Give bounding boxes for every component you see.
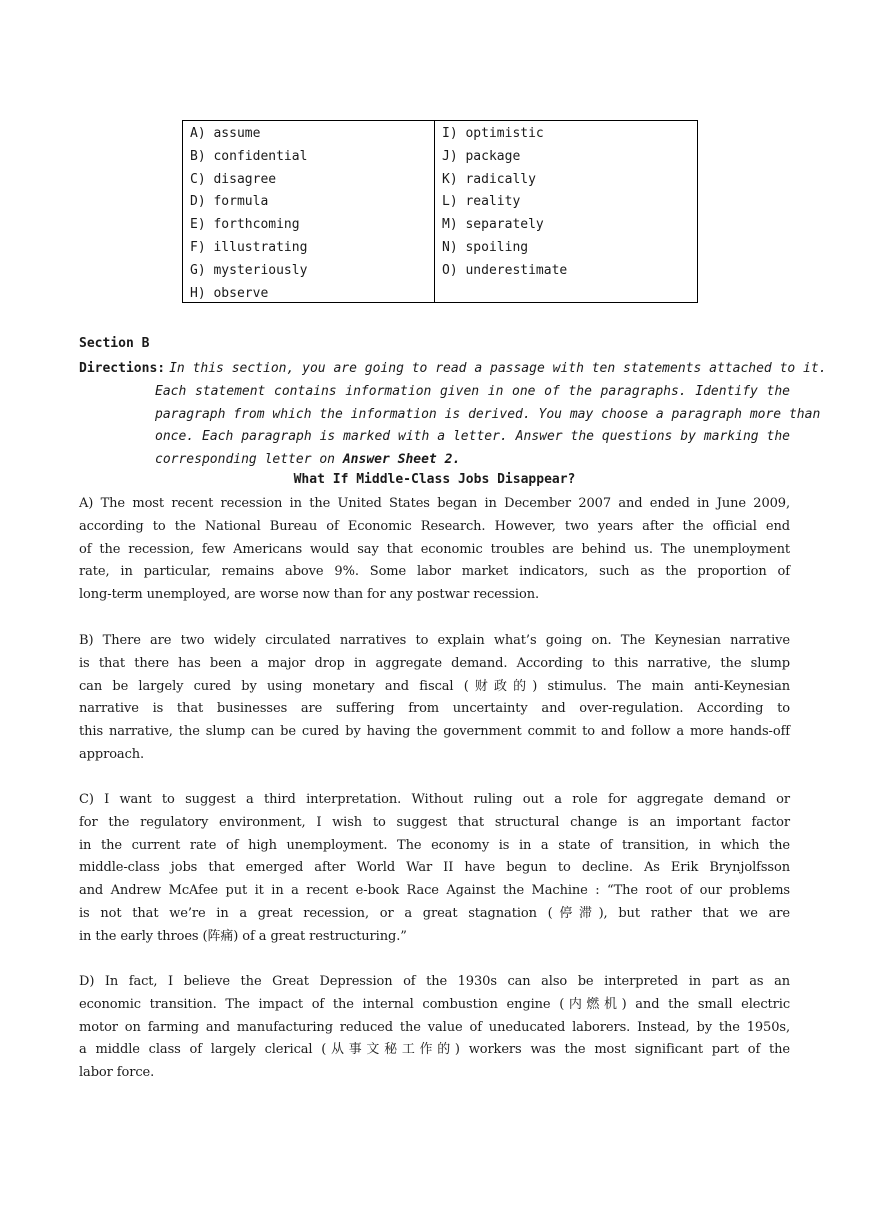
directions-label: Directions: (79, 361, 166, 376)
paragraph-line: and Andrew McAfee put it in a recent e-book Race Against the Machine : “The root of our problems (79, 883, 790, 899)
word-option: O) underestimate (442, 262, 568, 278)
article-title: What If Middle-Class Jobs Disappear? (293, 472, 576, 487)
word-option: N) spoiling (442, 239, 529, 255)
paragraph-a (79, 493, 790, 607)
paragraph-line: for the regulatory environment, I wish to suggest that structural change is an important factor (79, 814, 790, 830)
word-option: D) formula (190, 194, 269, 210)
word-option: B) confidential (190, 148, 308, 164)
word-option: F) illustrating (190, 239, 308, 255)
paragraph-line: according to the National Bureau of Economic Research. However, two years after the official end (79, 518, 790, 534)
paragraph-line: in the current rate of high unemployment. The economy is in a state of transition, in which the (79, 837, 790, 853)
paragraph-line: is that there has been a major drop in aggregate demand. According to this narrative, the slump (79, 655, 790, 671)
word-option: M) separately (442, 217, 544, 233)
word-option: C) disagree (190, 171, 277, 187)
paragraph-line: this narrative, the slump can be cured by having the government commit to and follow a more hands-off (79, 724, 790, 740)
paragraph-line: is not that we’re in a great recession, or a great stagnation (停滞), but rather that we are (79, 905, 790, 921)
answer-sheet-reference: Answer Sheet 2. (342, 452, 461, 468)
word-option: A) assume (190, 126, 261, 141)
paragraph-line: motor on farming and manufacturing reduced the value of uneducated laborers. Instead, by the 1950s, (79, 1019, 790, 1035)
directions-line: In this section, you are going to read a passage with ten statements attached to it. (169, 361, 827, 376)
paragraph-line: narrative is that businesses are suffering from uncertainty and over-regulation. According to (79, 701, 790, 717)
word-option: K) radically (442, 171, 536, 187)
word-option: H) observe (190, 285, 269, 301)
word-bank-right-column (435, 121, 697, 302)
paragraph-line: rate, in particular, remains above 9%. Some labor market indicators, such as the proportion of (79, 564, 790, 580)
paragraph-line: can be largely cured by using monetary and fiscal (财政的) stimulus. The main anti-Keynesian (79, 678, 790, 694)
paragraph-line: economic transition. The impact of the internal combustion engine (内燃机) and the small electric (79, 996, 790, 1012)
paragraph-line: C) I want to suggest a third interpretation. Without ruling out a role for aggregate demand or (79, 792, 790, 807)
paragraph-c (79, 789, 790, 949)
word-bank-table (182, 120, 698, 303)
paragraph-line: a middle class of largely clerical (从事文秘工作的) workers was the most significant part of the (79, 1042, 790, 1058)
directions-last-line-text: corresponding letter on (155, 452, 343, 468)
word-bank-left-column (183, 121, 435, 302)
directions-line (155, 449, 790, 472)
word-option: E) forthcoming (190, 217, 300, 233)
paragraph-line: of the recession, few Americans would say that economic troubles are behind us. The unemployment (79, 541, 790, 557)
paragraph-line: D) In fact, I believe the Great Depression of the 1930s can also be interpreted in part as an (79, 974, 790, 989)
word-option: I) optimistic (442, 126, 544, 141)
paragraph-line: long-term unemployed, are worse now than for any postwar recession. (79, 587, 539, 603)
paragraph-line: in the early throes (阵痛) of a great restructuring.” (79, 928, 407, 944)
directions-line: once. Each paragraph is marked with a letter. Answer the questions by marking the (155, 429, 790, 445)
paragraph-line: approach. (79, 746, 145, 762)
paragraph-line: middle-class jobs that emerged after World War II have begun to decline. As Erik Brynjolfsson (79, 860, 790, 876)
word-option: G) mysteriously (190, 262, 308, 278)
paragraph-line: labor force. (79, 1065, 155, 1081)
directions (79, 358, 827, 472)
directions-line: Each statement contains information given in one of the paragraphs. Identify the (155, 383, 790, 399)
paragraph-d (79, 971, 790, 1085)
word-option: L) reality (442, 194, 521, 210)
word-option: J) package (442, 148, 521, 164)
paragraph-b (79, 630, 790, 767)
section-title: Section B (79, 336, 150, 351)
paragraph-line: B) There are two widely circulated narratives to explain what’s going on. The Keynesian narrative (79, 633, 790, 648)
directions-line: paragraph from which the information is derived. You may choose a paragraph more than (155, 406, 821, 422)
paragraph-line: A) The most recent recession in the United States began in December 2007 and ended in June 2009, (79, 496, 790, 511)
